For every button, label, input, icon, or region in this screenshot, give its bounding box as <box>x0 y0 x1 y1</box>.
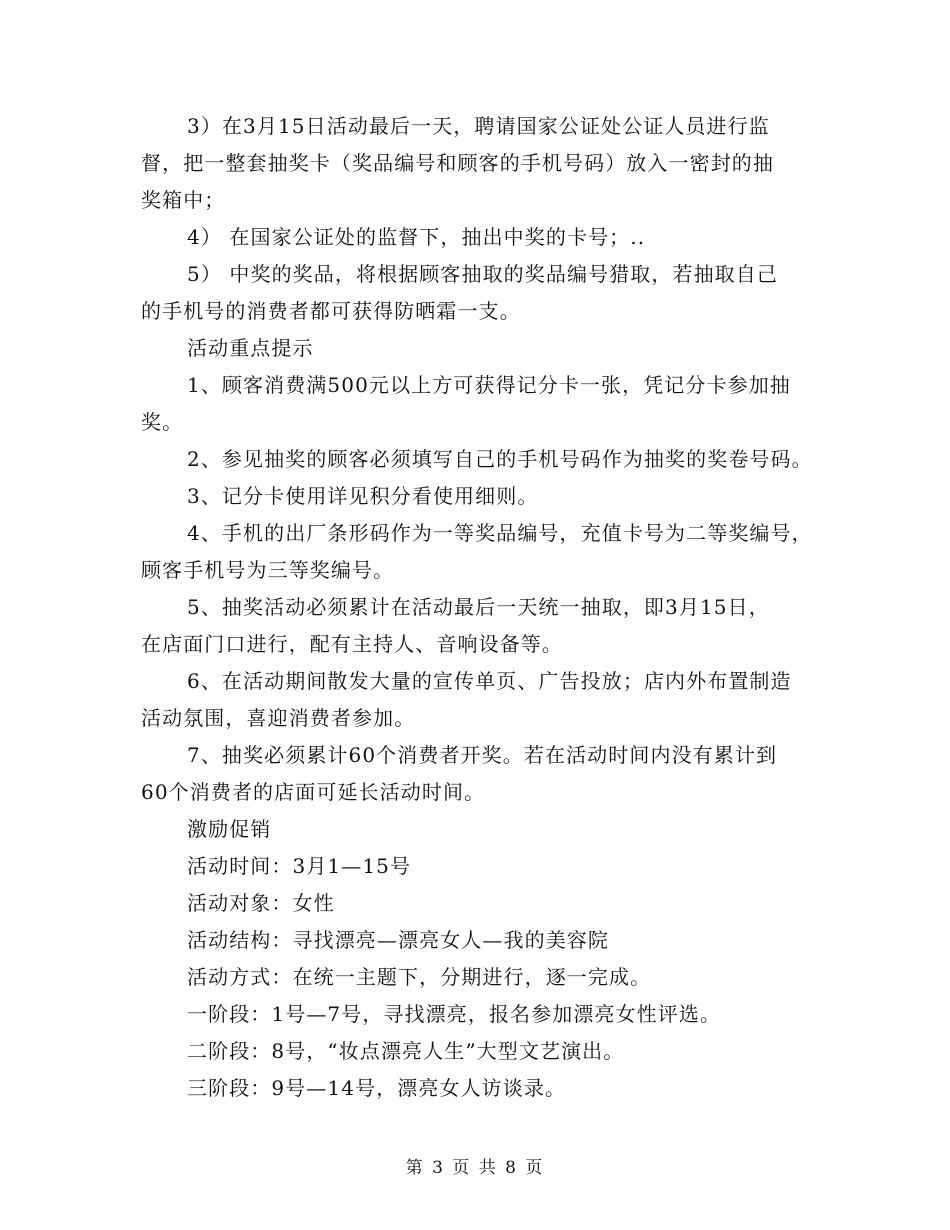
paragraph-line: 活动结构：寻找漂亮—漂亮女人—我的美容院 <box>187 928 609 952</box>
paragraph-line: 督，把一整套抽奖卡（奖品编号和顾客的手机号码）放入一密封的抽 <box>141 151 774 175</box>
paragraph-line: 活动氛围，喜迎消费者参加。 <box>141 706 416 730</box>
paragraph-line: 4、手机的出厂条形码作为一等奖品编号，充值卡号为二等奖编号， <box>187 521 813 545</box>
page-footer: 第 3 页 共 8 页 <box>405 1158 545 1178</box>
document-body <box>141 108 821 1107</box>
paragraph-line: 奖箱中； <box>141 188 226 212</box>
paragraph-line: 6、在活动期间散发大量的宣传单页、广告投放；店内外布置制造 <box>187 669 792 693</box>
paragraph-line: 顾客手机号为三等奖编号。 <box>141 558 395 582</box>
paragraph-line: 7、抽奖必须累计60个消费者开奖。若在活动时间内没有累计到 <box>187 743 778 767</box>
paragraph-line: 4） 在国家公证处的监督下，抽出中奖的卡号；.. <box>187 225 646 249</box>
paragraph-line: 二阶段：8号，“妆点漂亮人生”大型文艺演出。 <box>187 1039 625 1063</box>
paragraph-line: 5） 中奖的奖品，将根据顾客抽取的奖品编号猎取，若抽取自己 <box>187 262 778 286</box>
paragraph-line: 5、抽奖活动必须累计在活动最后一天统一抽取，即3月15日， <box>187 595 770 619</box>
paragraph-line: 活动方式：在统一主题下，分期进行，逐一完成。 <box>187 965 652 989</box>
paragraph-line: 的手机号的消费者都可获得防晒霜一支。 <box>141 299 521 323</box>
paragraph-line: 2、参见抽奖的顾客必须填写自己的手机号码作为抽奖的奖卷号码。 <box>187 447 813 471</box>
paragraph-line: 在店面门口进行，配有主持人、音响设备等。 <box>141 632 563 656</box>
paragraph-line: 60个消费者的店面可延长活动时间。 <box>141 780 486 804</box>
paragraph-line: 奖。 <box>141 410 184 434</box>
paragraph-line: 活动对象：女性 <box>187 891 335 915</box>
paragraph-line: 1、顾客消费满500元以上方可获得记分卡一张，凭记分卡参加抽 <box>187 373 791 397</box>
paragraph-line: 一阶段：1号—7号，寻找漂亮，报名参加漂亮女性评选。 <box>187 1002 722 1026</box>
paragraph-line: 激励促销 <box>187 817 272 841</box>
paragraph-line: 3）在3月15日活动最后一天，聘请国家公证处公证人员进行监 <box>187 114 770 138</box>
paragraph-line: 活动时间：3月1—15号 <box>187 854 412 878</box>
paragraph-line: 活动重点提示 <box>187 336 314 360</box>
paragraph-line: 三阶段：9号—14号，漂亮女人访谈录。 <box>187 1076 567 1100</box>
paragraph-line: 3、记分卡使用详见积分看使用细则。 <box>187 484 539 508</box>
